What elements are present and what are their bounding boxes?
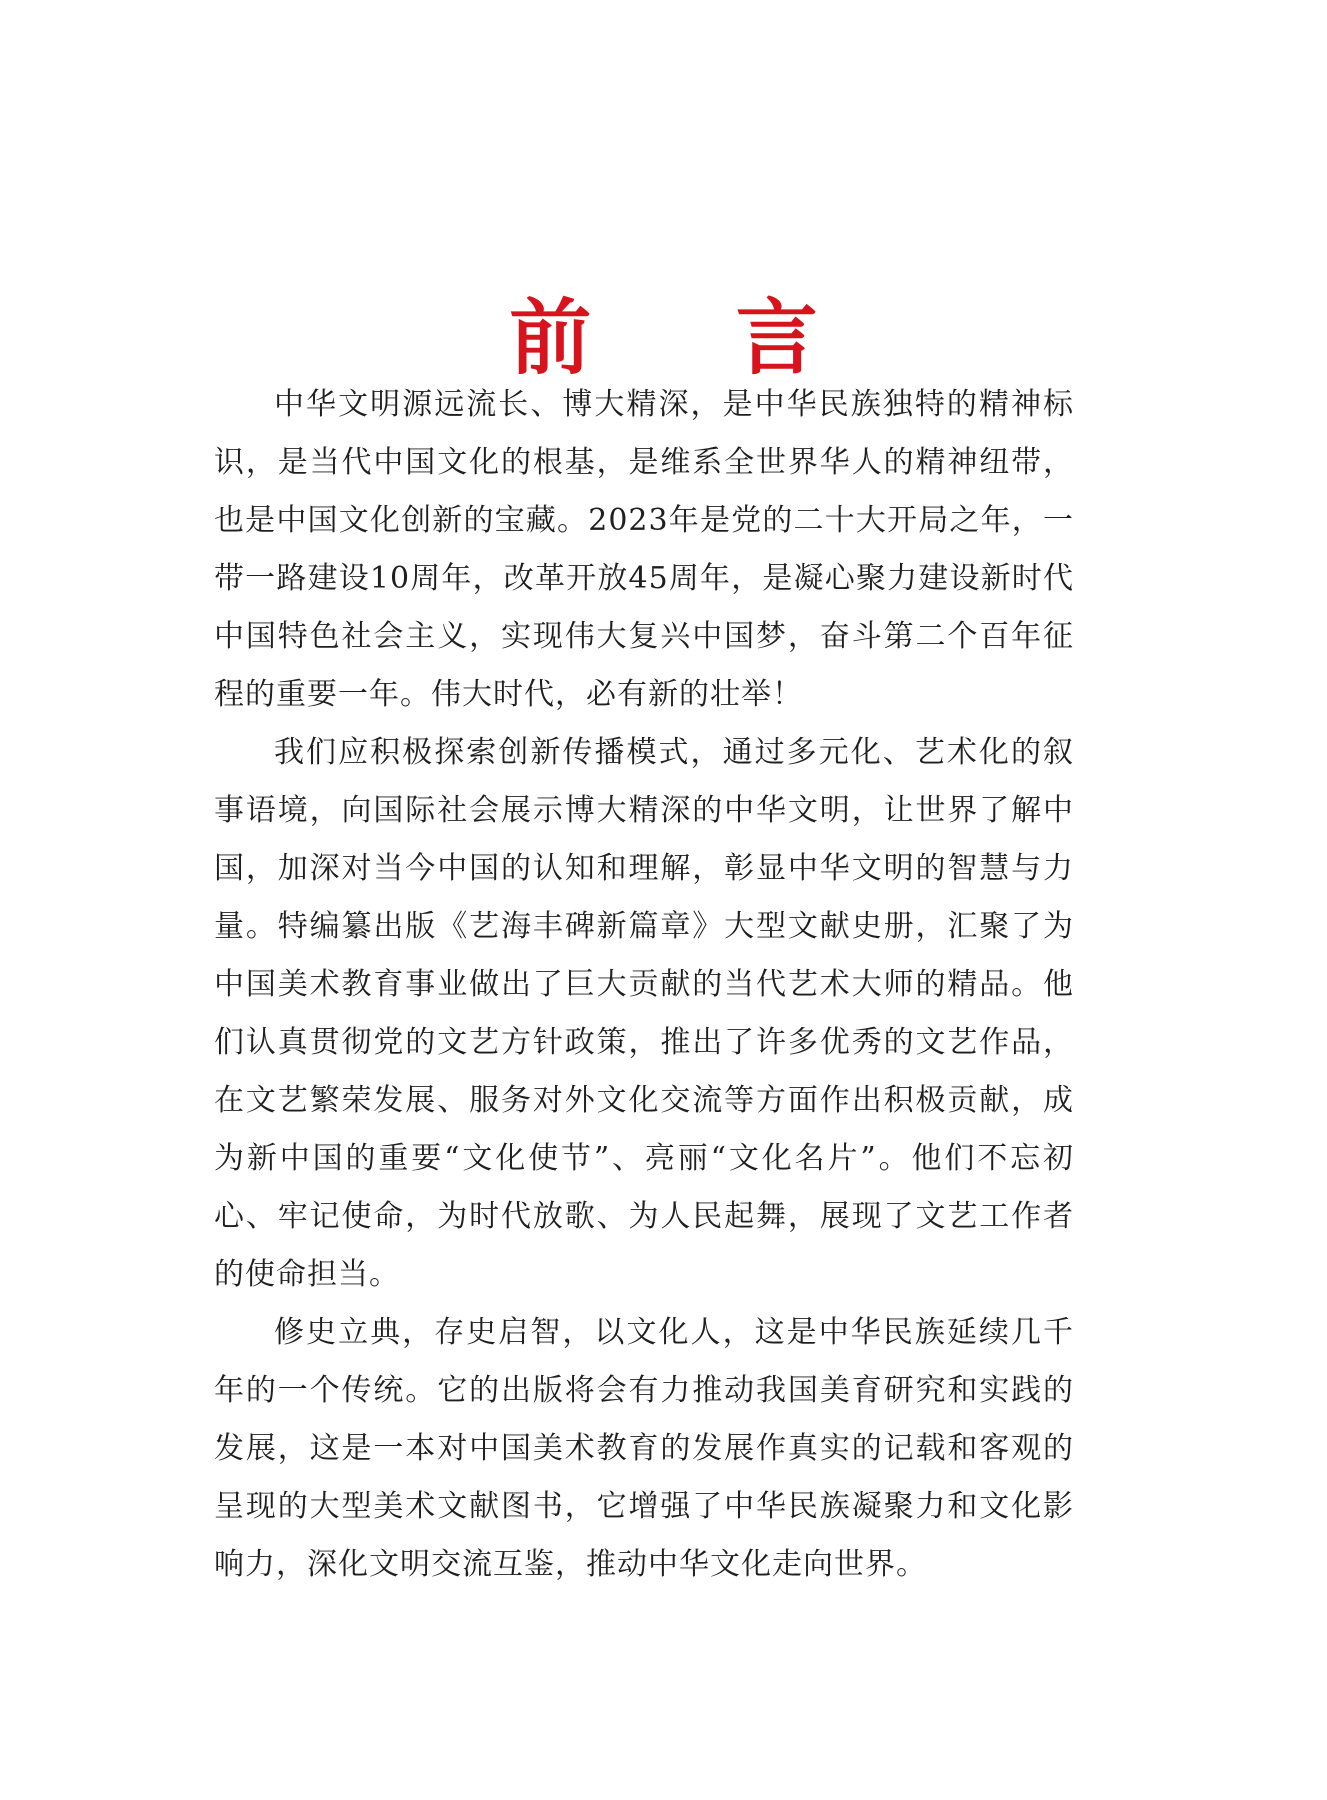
preface-body	[214, 376, 1074, 1594]
paragraph-3: 修史立典，存史启智，以文化人，这是中华民族延续几千年的一个传统。它的出版将会有力推动我国美育研究和实践的发展，这是一本对中国美术教育的发展作真实的记载和客观的呈现的大型美术文献图书，它增强了中华民族凝聚力和文化影响力，深化文明交流互鉴，推动中华文化走向世界。	[214, 1315, 1074, 1582]
paragraph-2: 我们应积极探索创新传播模式，通过多元化、艺术化的叙事语境，向国际社会展示博大精深的中华文明，让世界了解中国，加深对当今中国的认知和理解，彰显中华文明的智慧与力量。特编纂出版《艺海丰碑新篇章》大型文献史册，汇聚了为中国美术教育事业做出了巨大贡献的当代艺术大师的精品。他们认真贯彻党的文艺方针政策，推出了许多优秀的文艺作品，在文艺繁荣发展、服务对外文化交流等方面作出积极贡献，成为新中国的重要“文化使节”、亮丽“文化名片”。他们不忘初心、牢记使命，为时代放歌、为人民起舞，展现了文艺工作者的使命担当。	[214, 735, 1074, 1292]
paragraph-1: 中华文明源远流长、博大精深，是中华民族独特的精神标识，是当代中国文化的根基，是维系全世界华人的精神纽带，也是中国文化创新的宝藏。2023年是党的二十大开局之年，一带一路建设10周年，改革开放45周年，是凝心聚力建设新时代中国特色社会主义，实现伟大复兴中国梦，奋斗第二个百年征程的重要一年。伟大时代，必有新的壮举！	[214, 387, 1074, 712]
page-title: 前 言	[509, 290, 876, 386]
